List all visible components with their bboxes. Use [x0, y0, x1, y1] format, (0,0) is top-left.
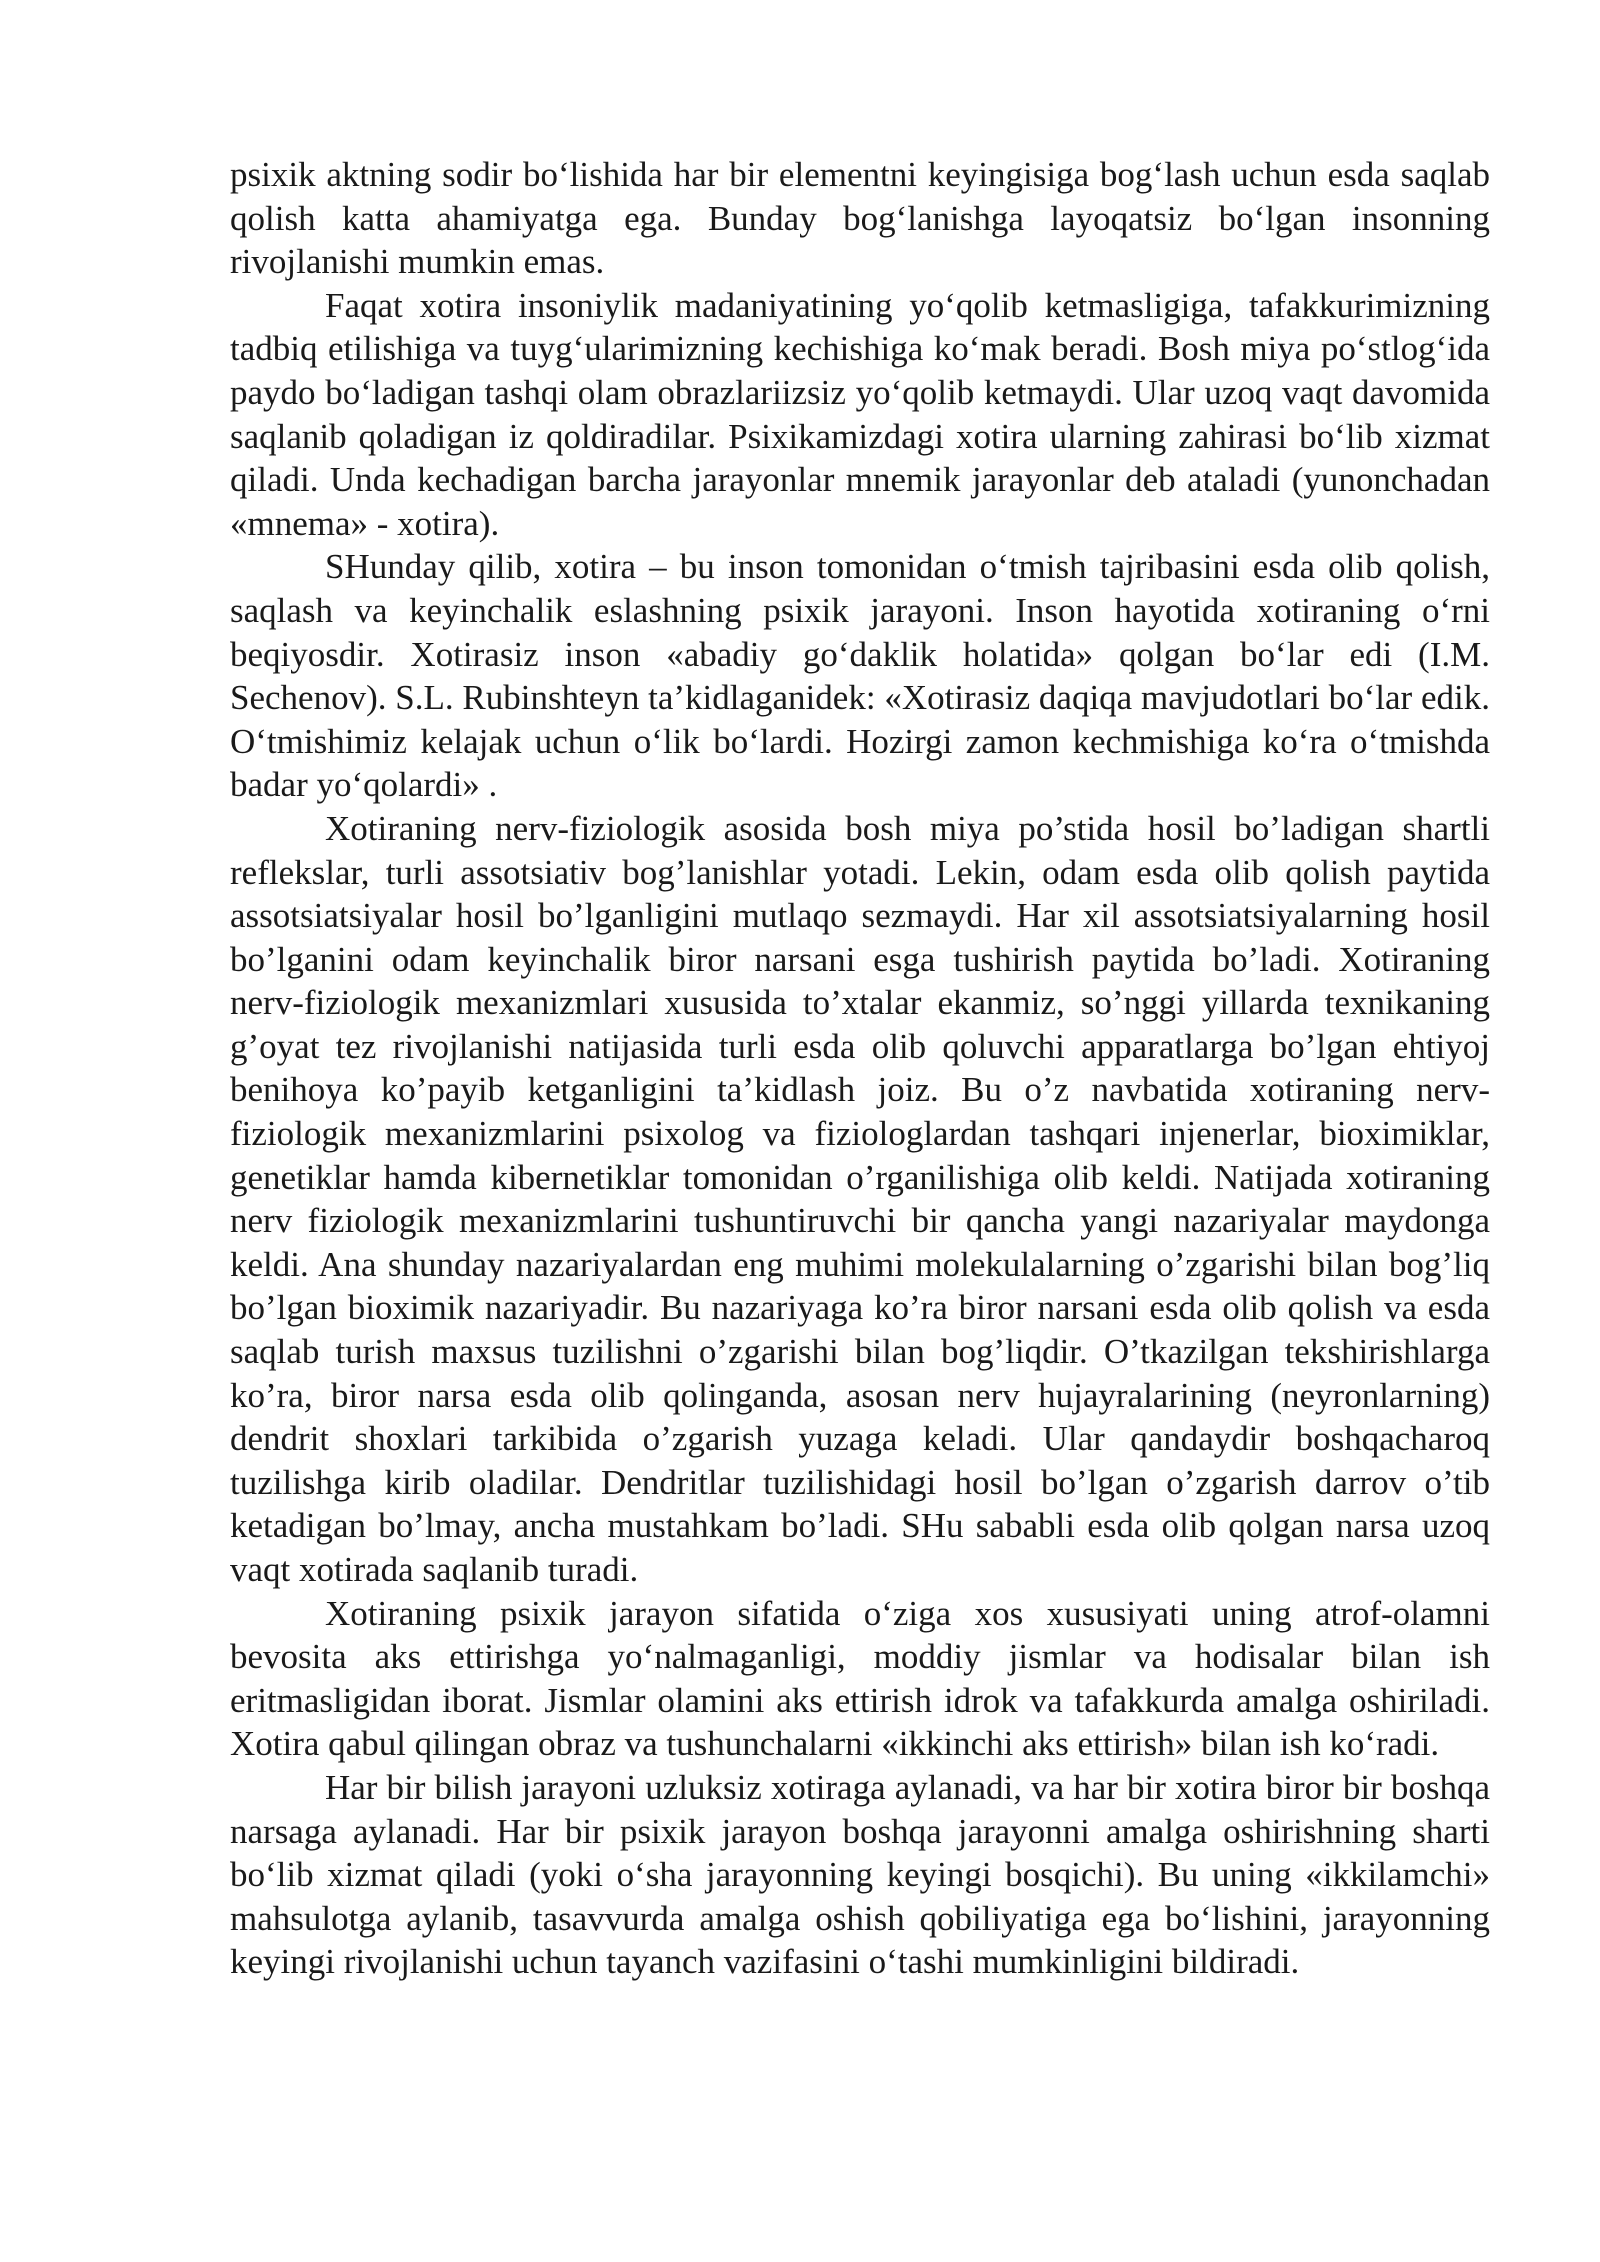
paragraph-6: Har bir bilish jarayoni uzluksiz xotiraga aylanadi, va har bir xotira biror bir boshqa narsaga aylanadi. Har bir psixik jarayon boshqa jarayonni amalga oshirishning sharti bo‘lib xizmat qiladi (yoki o‘sha jarayonning keyingi bosqichi). Bu uning «ikkilamchi» mahsulotga aylanib, tasavvurda amalga oshish qobiliyatiga ega bo‘lishini, jarayonning keyingi rivojlanishi uchun tayanch vazifasini o‘tashi mumkinligini bildiradi.	[230, 1767, 1490, 1982]
paragraph-2: Faqat xotira insoniylik madaniyatining yo‘qolib ketmasligiga, tafakkurimizning tadbiq etilishiga va tuyg‘ularimizning kechishiga ko‘mak beradi. Bosh miya po‘stlog‘ida paydo bo‘ladigan tashqi olam obrazlariizsiz yo‘qolib ketmaydi. Ular uzoq vaqt davomida saqlanib qoladigan iz qoldiradilar. Psixikamizdagi xotira ularning zahirasi bo‘lib xizmat qiladi. Unda kechadigan barcha jarayonlar mnemik jarayonlar deb ataladi (yunonchadan «mnema» - xotira).	[230, 285, 1490, 543]
paragraph-5: Xotiraning psixik jarayon sifatida o‘ziga xos xususiyati uning atrof-olamni bevosita aks ettirishga yo‘nalmaganligi, moddiy jismlar va hodisalar bilan ish eritmasligidan iborat. Jismlar olamini aks ettirish idrok va tafakkurda amalga oshiriladi. Xotira qabul qilingan obraz va tushunchalarni «ikkinchi aks ettirish» bilan ish ko‘radi.	[230, 1593, 1490, 1764]
paragraph-4: Xotiraning nerv-fiziologik asosida bosh miya po’stida hosil bo’ladigan shartli reflekslar, turli assotsiativ bog’lanishlar yotadi. Lekin, odam esda olib qolish paytida assotsiatsiyalar hosil bo’lganligini mutlaqo sezmaydi. Har xil assotsiatsiyalarning hosil bo’lganini odam keyinchalik biror narsani esga tushirish paytida bo’ladi. Xotiraning nerv-fiziologik mexanizmlari xususida to’xtalar ekanmiz, so’nggi yillarda texnikaning g’oyat tez rivojlanishi natijasida turli esda olib qoluvchi apparatlarga bo’lgan ehtiyoj benihoya ko’payib ketganligini ta’kidlash joiz. Bu o’z navbatida xotiraning nerv-fiziologik mexanizmlarini psixolog va fiziologlardan tashqari injenerlar, bioximiklar, genetiklar hamda kibernetiklar tomonidan o’rganilishiga olib keldi. Natijada xotiraning nerv fiziologik mexanizmlarini tushuntiruvchi bir qancha yangi nazariyalar maydonga keldi. Ana shunday nazariyalardan eng muhimi molekulalarning o’zgarishi bilan bog’liq bo’lgan bioximik nazariyadir. Bu nazariyaga ko’ra biror narsani esda olib qolish va esda saqlab turish maxsus tuzilishni o’zgarishi bilan bog’liqdir. O’tkazilgan tekshirishlarga ko’ra, biror narsa esda olib qolinganda, asosan nerv hujayralarining (neyronlarning) dendrit shoxlari tarkibida o’zgarish yuzaga keladi. Ular qandaydir boshqacharoq tuzilishga kirib oladilar. Dendritlar tuzilishidagi hosil bo’lgan o’zgarish darrov o’tib ketadigan bo’lmay, ancha mustahkam bo’ladi. SHu sababli esda olib qolgan narsa uzoq vaqt xotirada saqlanib turadi.	[230, 808, 1490, 1589]
document-body	[230, 153, 1490, 1984]
paragraph-3: SHunday qilib, xotira – bu inson tomonidan o‘tmish tajribasini esda olib qolish, saqlash va keyinchalik eslashning psixik jarayoni. Inson hayotida xotiraning o‘rni beqiyosdir. Xotirasiz inson «abadiy go‘daklik holatida» qolgan bo‘lar edi (I.M. Sechenov). S.L. Rubinshteyn ta’kidlaganidek: «Xotirasiz daqiqa mavjudotlari bo‘lar edik. O‘tmishimiz kelajak uchun o‘lik bo‘lardi. Hozirgi zamon kechmishiga ko‘ra o‘tmishda badar yo‘qolardi» .	[230, 547, 1490, 805]
paragraph-1: psixik aktning sodir bo‘lishida har bir elementni keyingisiga bog‘lash uchun esda saqlab qolish katta ahamiyatga ega. Bunday bog‘lanishga layoqatsiz bo‘lgan insonning rivojlanishi mumkin emas.	[230, 155, 1490, 282]
